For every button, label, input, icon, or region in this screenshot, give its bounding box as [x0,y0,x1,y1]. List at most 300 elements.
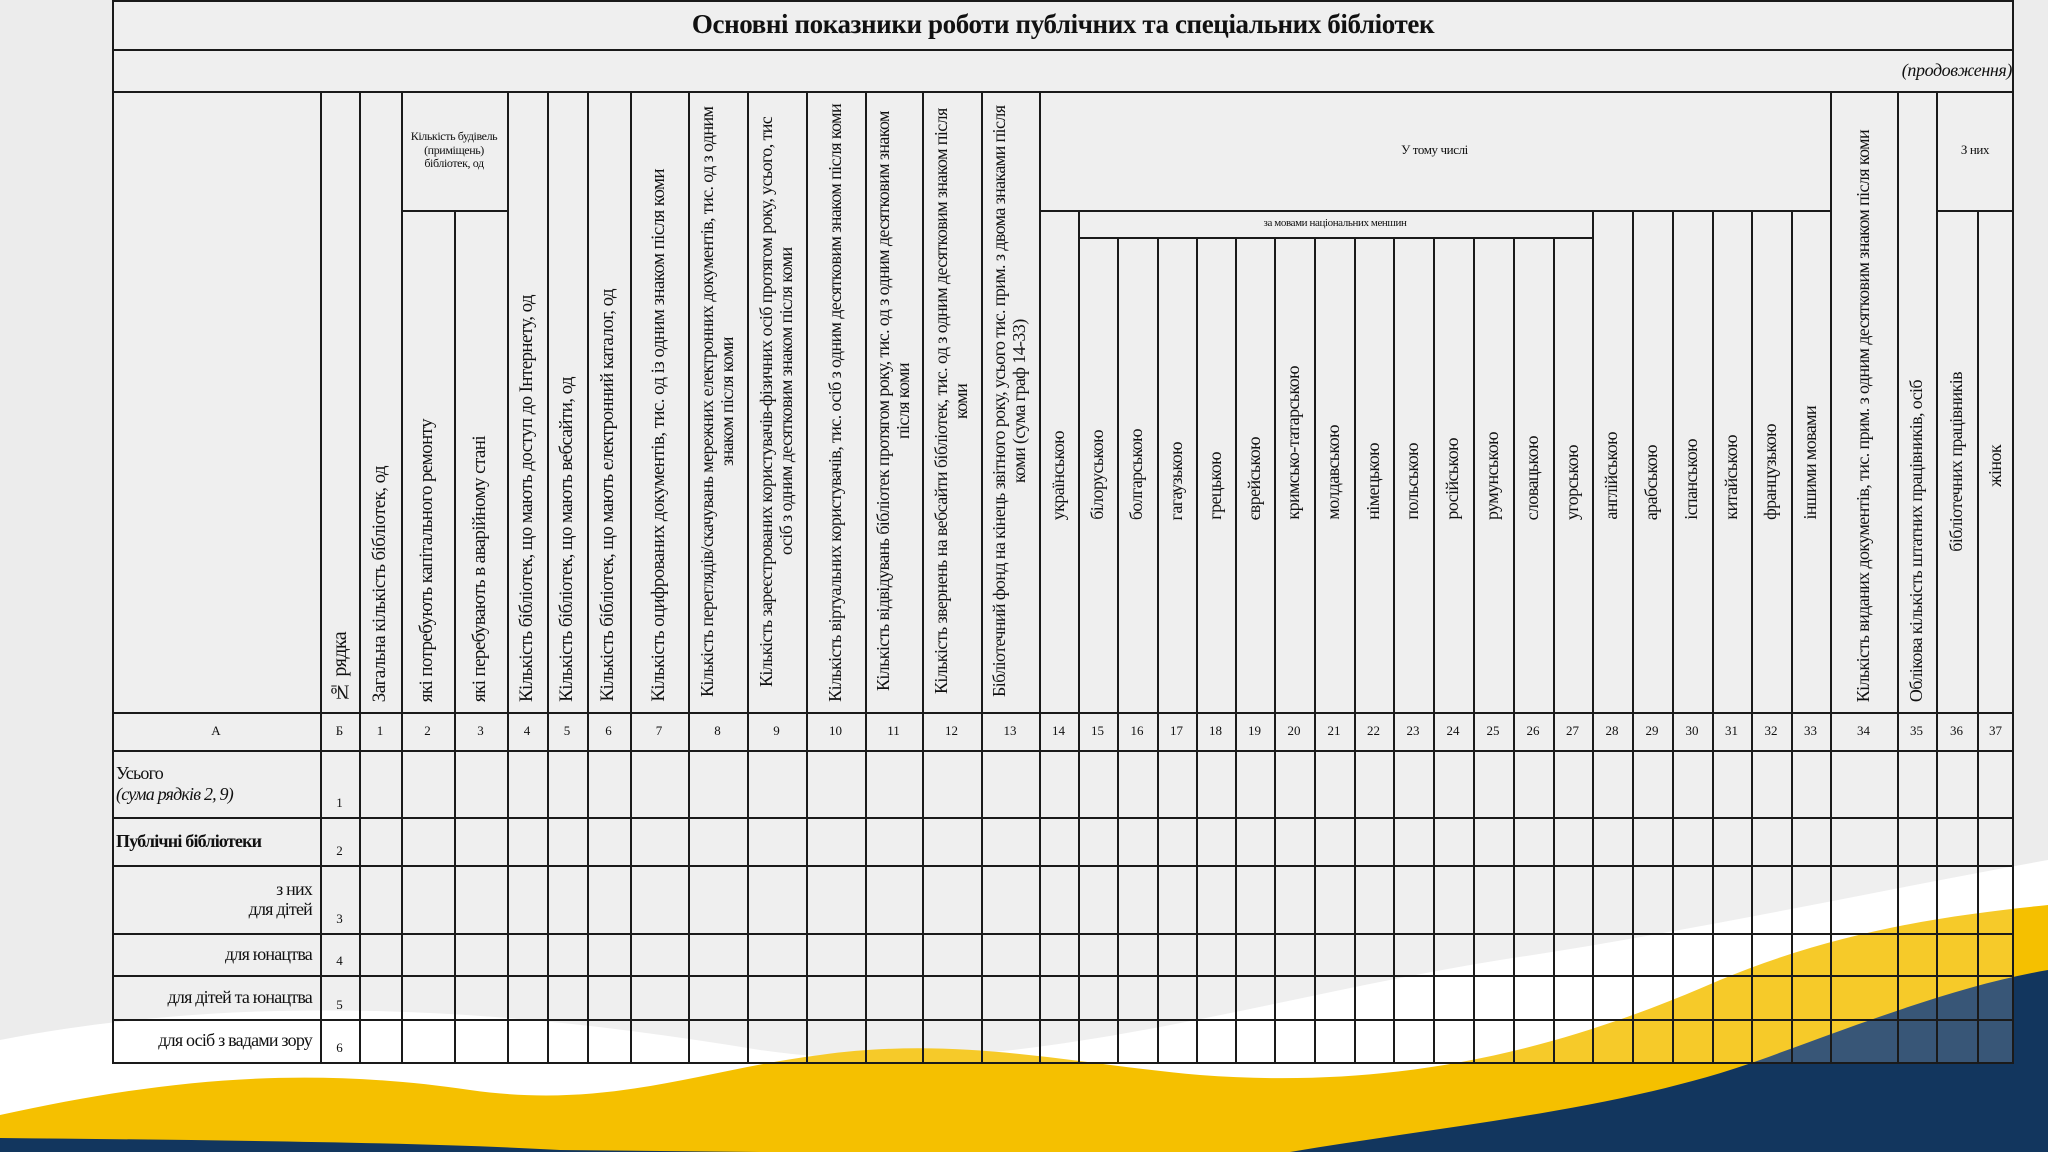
data-cell[interactable] [630,865,688,933]
grid-line-vertical [1274,237,1276,1062]
data-cell[interactable] [1078,865,1117,933]
data-cell[interactable] [454,1019,507,1062]
data-cell[interactable] [1712,933,1751,975]
header-need-repair-label: які потребують капітального ремонту [416,418,438,702]
data-cell[interactable] [1977,975,2014,1019]
data-cell[interactable] [1473,1019,1513,1062]
data-cell[interactable] [688,933,747,975]
data-cell[interactable] [1078,1019,1117,1062]
column-number: 24 [1446,723,1460,738]
data-cell[interactable] [806,1019,865,1062]
data-cell[interactable] [1897,750,1936,817]
data-cell[interactable] [1513,1019,1553,1062]
row-label-main: Усього [116,763,163,784]
data-cell[interactable] [401,1019,454,1062]
data-cell[interactable] [1354,817,1393,865]
column-number: 21 [1327,723,1341,738]
data-cell[interactable] [688,975,747,1019]
data-cell[interactable] [1274,750,1314,817]
data-cell[interactable] [922,817,981,865]
header-language-label: німецькою [1362,443,1383,520]
grid-line-vertical [359,91,361,1062]
header-language-label: кримсько-татарською [1283,366,1304,520]
data-cell[interactable] [1513,933,1553,975]
data-cell[interactable] [1830,975,1897,1019]
data-cell[interactable] [1830,750,1897,817]
row-number: 1 [336,795,343,810]
data-cell[interactable] [630,817,688,865]
data-cell[interactable] [981,865,1039,933]
data-cell[interactable] [1553,865,1592,933]
data-cell[interactable] [1830,1019,1897,1062]
data-cell[interactable] [1196,975,1235,1019]
data-cell[interactable] [630,933,688,975]
data-cell[interactable] [507,975,547,1019]
data-cell[interactable] [922,865,981,933]
data-cell[interactable] [359,933,401,975]
grid-line-vertical [320,91,322,1062]
header-of-them: З них [1960,142,1990,158]
data-cell[interactable] [1473,750,1513,817]
data-cell[interactable] [401,933,454,975]
data-cell[interactable] [1235,865,1274,933]
data-cell[interactable] [1751,817,1791,865]
data-cell[interactable] [401,865,454,933]
table-title: Основні показники роботи публічних та спеціальних бібліотек [691,9,1435,40]
data-cell[interactable] [1592,933,1632,975]
data-cell[interactable] [1553,1019,1592,1062]
data-cell[interactable] [1672,817,1712,865]
data-cell[interactable] [1039,1019,1078,1062]
data-cell[interactable] [359,750,401,817]
data-cell[interactable] [1039,817,1078,865]
data-cell[interactable] [1117,865,1157,933]
data-cell[interactable] [1897,1019,1936,1062]
column-number: 9 [773,723,780,738]
data-cell[interactable] [1977,817,2014,865]
data-cell[interactable] [747,975,806,1019]
data-cell[interactable] [1039,865,1078,933]
header-librarians-label: бібліотечних працівників [1945,372,1966,552]
data-cell[interactable] [1830,865,1897,933]
data-cell[interactable] [547,975,587,1019]
data-cell[interactable] [401,750,454,817]
data-cell[interactable] [688,1019,747,1062]
data-cell[interactable] [806,975,865,1019]
row-label [116,865,312,933]
data-cell[interactable] [1235,817,1274,865]
data-cell[interactable] [1712,817,1751,865]
data-cell[interactable] [1274,865,1314,933]
data-cell[interactable] [1977,865,2014,933]
table-subtitle: (продовження) [1901,59,2012,80]
data-cell[interactable] [547,750,587,817]
grid-line-vertical [1672,210,1674,1062]
data-cell[interactable] [1473,865,1513,933]
data-cell[interactable] [1314,933,1354,975]
grid-line-vertical [1553,237,1555,1062]
data-cell[interactable] [922,750,981,817]
header-staff-count-label: Облікова кількість штатних працівників, осіб [1905,379,1926,702]
header-issued-docs-label: Кількість виданих документів, тис. прим. з одним десятковим знаком після коми [1852,129,1873,702]
data-cell[interactable] [747,865,806,933]
data-cell[interactable] [747,1019,806,1062]
data-cell[interactable] [1354,933,1393,975]
data-cell[interactable] [922,975,981,1019]
data-cell[interactable] [454,975,507,1019]
row-label-sub: (сума рядків 2, 9) [116,783,233,804]
data-cell[interactable] [1393,975,1433,1019]
data-cell[interactable] [1354,1019,1393,1062]
data-cell[interactable] [1157,975,1196,1019]
data-cell[interactable] [1157,1019,1196,1062]
data-cell[interactable] [806,750,865,817]
data-cell[interactable] [1897,933,1936,975]
data-cell[interactable] [1672,975,1712,1019]
grid-line-vertical [1513,237,1515,1062]
data-cell[interactable] [1117,750,1157,817]
data-cell[interactable] [1553,817,1592,865]
data-cell[interactable] [547,933,587,975]
data-cell[interactable] [1936,817,1977,865]
data-cell[interactable] [1513,817,1553,865]
data-cell[interactable] [1791,975,1830,1019]
data-cell[interactable] [1672,750,1712,817]
data-cell[interactable] [1513,975,1553,1019]
data-cell[interactable] [1354,865,1393,933]
data-cell[interactable] [359,1019,401,1062]
data-cell[interactable] [1354,975,1393,1019]
data-cell[interactable] [1274,817,1314,865]
data-cell[interactable] [1274,1019,1314,1062]
data-cell[interactable] [1117,1019,1157,1062]
data-cell[interactable] [1632,817,1672,865]
grid-line-vertical [1712,210,1714,1062]
data-cell[interactable] [1936,865,1977,933]
data-cell[interactable] [1433,865,1473,933]
data-cell[interactable] [359,865,401,933]
header-language-25 [1473,237,1513,712]
data-cell[interactable] [1513,750,1553,817]
column-number: 37 [1989,723,2002,738]
data-cell[interactable] [1791,865,1830,933]
data-cell[interactable] [1157,817,1196,865]
data-cell[interactable] [1553,933,1592,975]
data-cell[interactable] [454,817,507,865]
data-cell[interactable] [1235,750,1274,817]
data-cell[interactable] [1274,933,1314,975]
header-language-16 [1117,237,1157,712]
data-cell[interactable] [1433,975,1473,1019]
data-cell[interactable] [1314,865,1354,933]
data-cell[interactable] [1473,817,1513,865]
data-cell[interactable] [1977,933,2014,975]
data-cell[interactable] [1235,975,1274,1019]
data-cell[interactable] [630,1019,688,1062]
data-cell[interactable] [547,817,587,865]
data-cell[interactable] [1314,817,1354,865]
grid-line-vertical [1791,210,1793,1062]
data-cell[interactable] [1433,750,1473,817]
grid-line-vertical [454,210,456,1062]
data-cell[interactable] [454,933,507,975]
column-number: 19 [1248,723,1261,738]
data-cell[interactable] [1592,817,1632,865]
data-cell[interactable] [922,933,981,975]
column-number: 31 [1725,723,1738,738]
data-cell[interactable] [865,933,922,975]
row-label-main: для дітей та юнацтва [167,986,312,1007]
data-cell[interactable] [747,933,806,975]
data-cell[interactable] [747,817,806,865]
header-library-fund [981,91,1039,712]
data-cell[interactable] [359,817,401,865]
column-number: 12 [945,723,958,738]
data-cell[interactable] [1078,933,1117,975]
data-cell[interactable] [1235,1019,1274,1062]
data-cell[interactable] [1433,1019,1473,1062]
data-cell[interactable] [587,750,630,817]
data-cell[interactable] [587,933,630,975]
column-number: 22 [1367,723,1380,738]
data-cell[interactable] [401,817,454,865]
data-cell[interactable] [981,817,1039,865]
data-cell[interactable] [865,865,922,933]
data-cell[interactable] [1897,975,1936,1019]
column-number: 5 [563,723,571,738]
data-cell[interactable] [1039,933,1078,975]
header-language-label: болгарською [1126,428,1147,520]
data-cell[interactable] [1078,975,1117,1019]
column-number: 23 [1406,723,1420,738]
data-cell[interactable] [359,975,401,1019]
header-language-21 [1314,237,1354,712]
row-label [116,817,312,865]
data-cell[interactable] [865,1019,922,1062]
header-language-23 [1393,237,1433,712]
header-row-number-label: № рядка [328,631,351,702]
data-cell[interactable] [1117,817,1157,865]
data-cell[interactable] [587,975,630,1019]
data-cell[interactable] [1712,975,1751,1019]
data-cell[interactable] [1830,933,1897,975]
data-cell[interactable] [1393,750,1433,817]
data-cell[interactable] [1632,750,1672,817]
data-cell[interactable] [1433,817,1473,865]
data-cell[interactable] [1235,933,1274,975]
data-cell[interactable] [1977,750,2014,817]
grid-line-horizontal [1078,237,1592,239]
data-cell[interactable] [1897,865,1936,933]
data-cell[interactable] [1632,933,1672,975]
grid-line-vertical [688,91,690,1062]
header-language-label: іншими мовами [1799,406,1820,520]
column-number: Б [335,723,344,738]
data-cell[interactable] [865,975,922,1019]
data-cell[interactable] [1117,933,1157,975]
data-cell[interactable] [1314,1019,1354,1062]
header-virtual-users [806,91,865,712]
data-cell[interactable] [1196,933,1235,975]
data-cell[interactable] [507,1019,547,1062]
data-cell[interactable] [1751,1019,1791,1062]
data-cell[interactable] [1393,933,1433,975]
data-cell[interactable] [454,865,507,933]
data-cell[interactable] [587,865,630,933]
header-visits [865,91,922,712]
data-cell[interactable] [1592,865,1632,933]
data-cell[interactable] [507,750,547,817]
data-cell[interactable] [1977,1019,2014,1062]
data-cell[interactable] [1592,975,1632,1019]
data-cell[interactable] [1672,1019,1712,1062]
data-cell[interactable] [547,865,587,933]
grid-line-vertical [747,91,749,1062]
data-cell[interactable] [507,933,547,975]
data-cell[interactable] [587,817,630,865]
data-cell[interactable] [1078,817,1117,865]
data-cell[interactable] [1791,750,1830,817]
header-registered-users [747,91,806,712]
column-number: 17 [1170,723,1183,738]
grid-line-vertical [1936,91,1938,1062]
data-cell[interactable] [1393,1019,1433,1062]
data-cell[interactable] [1791,817,1830,865]
header-language-17 [1157,237,1196,712]
header-language-label: російською [1442,438,1463,520]
header-language-label: польською [1402,443,1423,520]
header-electronic-catalog [587,91,630,712]
data-cell[interactable] [401,975,454,1019]
data-cell[interactable] [1592,750,1632,817]
data-cell[interactable] [630,975,688,1019]
column-number: 29 [1645,723,1659,738]
data-cell[interactable] [1791,1019,1830,1062]
data-cell[interactable] [1936,750,1977,817]
header-language-29 [1632,210,1672,712]
grid-line-vertical [2012,0,2014,1062]
data-cell[interactable] [1712,1019,1751,1062]
data-cell[interactable] [922,1019,981,1062]
data-cell[interactable] [587,1019,630,1062]
data-cell[interactable] [1632,865,1672,933]
data-cell[interactable] [865,817,922,865]
data-cell[interactable] [1157,933,1196,975]
data-cell[interactable] [1157,750,1196,817]
data-cell[interactable] [1897,817,1936,865]
grid-line-vertical [981,91,983,1062]
header-librarians [1936,210,1977,712]
data-cell[interactable] [1553,975,1592,1019]
data-cell[interactable] [1039,975,1078,1019]
data-cell[interactable] [981,933,1039,975]
data-cell[interactable] [981,750,1039,817]
data-cell[interactable] [688,865,747,933]
data-cell[interactable] [1078,750,1117,817]
header-language-label: англійською [1601,432,1622,520]
header-language-28 [1592,210,1632,712]
data-cell[interactable] [806,817,865,865]
column-number: 14 [1052,723,1065,738]
data-cell[interactable] [806,933,865,975]
data-cell[interactable] [1196,865,1235,933]
data-cell[interactable] [865,750,922,817]
column-number: 1 [376,723,384,738]
data-cell[interactable] [1751,933,1791,975]
data-cell[interactable] [806,865,865,933]
data-cell[interactable] [1314,975,1354,1019]
data-cell[interactable] [1672,933,1712,975]
data-cell[interactable] [1196,750,1235,817]
data-cell[interactable] [1553,750,1592,817]
data-cell[interactable] [1314,750,1354,817]
data-cell[interactable] [1672,865,1712,933]
row-label [116,1019,312,1062]
data-cell[interactable] [1751,865,1791,933]
data-cell[interactable] [1157,865,1196,933]
data-cell[interactable] [688,750,747,817]
data-cell[interactable] [1513,865,1553,933]
grid-line-vertical [1592,210,1594,1062]
header-visits-label: Кількість відвідувань бібліотек протягом року, тис. од з одним десятковим знаком після коми [872,111,913,692]
data-cell[interactable] [1354,750,1393,817]
grid-line-vertical [630,91,632,1062]
data-cell[interactable] [1712,865,1751,933]
data-cell[interactable] [1274,975,1314,1019]
data-cell[interactable] [1592,1019,1632,1062]
data-cell[interactable] [1473,933,1513,975]
data-cell[interactable] [1791,933,1830,975]
data-cell[interactable] [1393,817,1433,865]
data-cell[interactable] [747,750,806,817]
data-cell[interactable] [1830,817,1897,865]
data-cell[interactable] [507,817,547,865]
column-number: 18 [1209,723,1222,738]
row-number: 5 [336,997,343,1012]
header-column-a [112,91,320,712]
data-cell[interactable] [1712,750,1751,817]
data-cell[interactable] [1632,1019,1672,1062]
data-cell[interactable] [507,865,547,933]
data-cell[interactable] [1393,865,1433,933]
data-cell[interactable] [547,1019,587,1062]
data-cell[interactable] [1751,975,1791,1019]
header-internet-access-label: Кількість бібліотек, що мають доступ до Інтернету, од [515,294,537,702]
data-cell[interactable] [630,750,688,817]
data-cell[interactable] [1039,750,1078,817]
grid-line-horizontal [112,750,2014,752]
data-cell[interactable] [1632,975,1672,1019]
header-language-label: китайською [1720,435,1741,520]
data-cell[interactable] [454,750,507,817]
data-cell[interactable] [1473,975,1513,1019]
data-cell[interactable] [1936,933,1977,975]
data-cell[interactable] [1751,750,1791,817]
data-cell[interactable] [1936,975,1977,1019]
header-buildings-group: Кількість будівель (приміщень) бібліотек, од [410,129,498,171]
header-minority-languages: за мовами національних меншин [1263,217,1407,230]
grid-line-vertical [1751,210,1753,1062]
data-cell[interactable] [1196,1019,1235,1062]
data-cell[interactable] [981,1019,1039,1062]
data-cell[interactable] [1117,975,1157,1019]
data-cell[interactable] [1433,933,1473,975]
header-language-label: грецькою [1204,452,1225,520]
data-cell[interactable] [1196,817,1235,865]
data-cell[interactable] [981,975,1039,1019]
data-cell[interactable] [1936,1019,1977,1062]
data-cell[interactable] [688,817,747,865]
